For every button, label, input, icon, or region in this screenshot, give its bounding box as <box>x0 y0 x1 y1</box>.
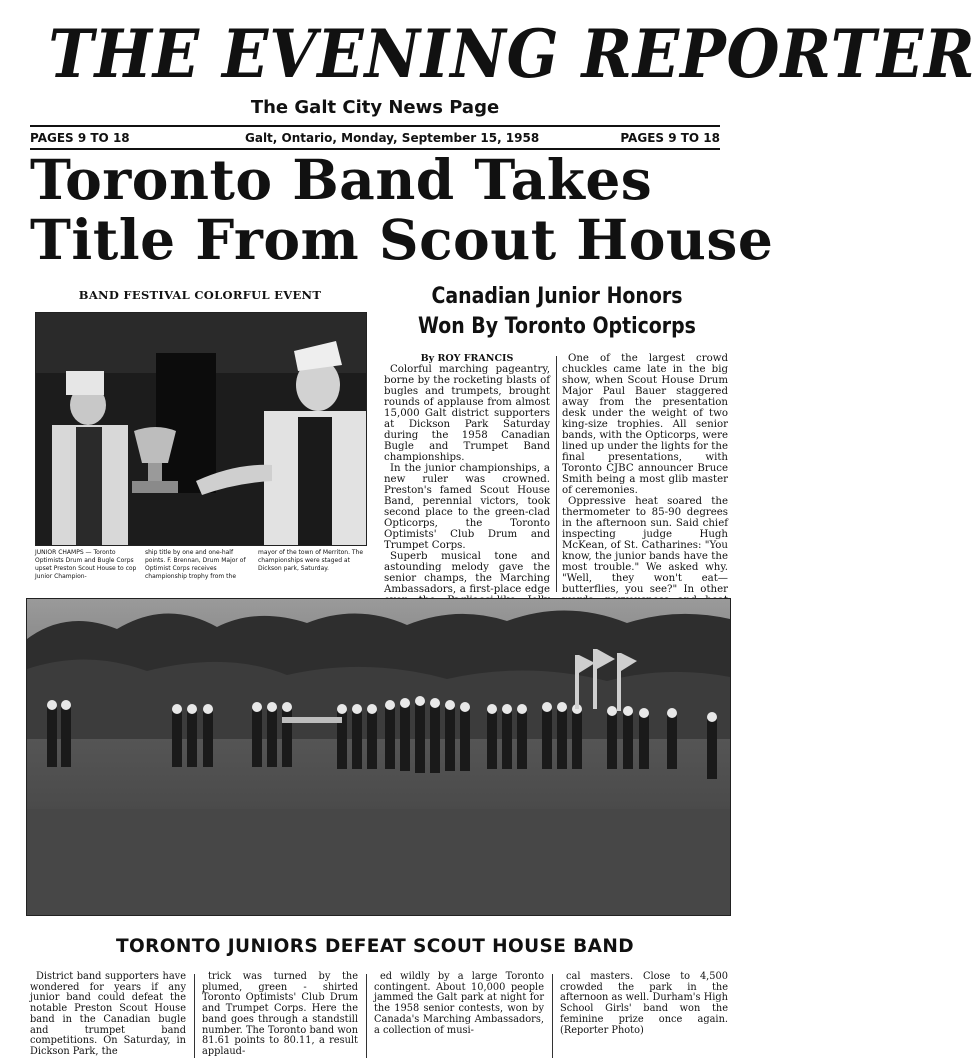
main-headline <box>30 147 774 272</box>
trophy-photo-illustration <box>36 313 366 545</box>
story-column-2 <box>562 353 728 593</box>
story-paragraph: Colorful marching pageantry, borne by the rocketing blasts of bugles and trumpets, brought rounds of applause from almost 15,000 Galt district supporters at Dickson Park Saturday during the 1958 Canadian Bugle and Trumpet Band championships. <box>384 364 550 463</box>
bottom-column-3 <box>374 972 544 1058</box>
masthead-title: THE EVENING REPORTER <box>48 15 975 93</box>
column-divider <box>552 974 553 1058</box>
band-photo-illustration <box>27 599 730 915</box>
bottom-banner: TORONTO JUNIORS DEFEAT SCOUT HOUSE BAND <box>115 936 634 957</box>
bottom-column-1 <box>30 972 186 1058</box>
caption-col-1: JUNIOR CHAMPS — Toronto Optimists Drum and Bugle Corps upset Preston Scout House to cop Junior Champion- <box>35 549 137 580</box>
masthead-subtitle: The Galt City News Page <box>250 97 500 118</box>
story-paragraph: Superb musical tone and astounding melody gave the senior champs, the Marching Ambassadors, a first-place edge <box>384 551 550 595</box>
subheadline-line-1: Canadian Junior Honors <box>431 284 683 309</box>
bottom-column-2 <box>202 972 358 1058</box>
dateline <box>30 128 720 148</box>
date-text: Galt, Ontario, Monday, September 15, 1958 <box>245 131 540 145</box>
pages-left: PAGES 9 TO 18 <box>30 131 130 145</box>
photo-kicker: BAND FESTIVAL COLORFUL EVENT <box>78 288 322 302</box>
story-paragraph: In the junior championships, a new ruler was crowned. Preston's famed Scout House Band, perennial victors, took second place to the green-clad Opticorps, the Toronto Optimists' Club Drum and Trumpet Corps. <box>384 463 550 551</box>
bottom-paragraph: District band supporters have wondered for years if any junior band could defeat the notable Preston Scout House band in the Canadian bugle and trumpet band competitions. On Saturday, in Dickson Park, the <box>30 971 186 1057</box>
subheadline-line-2: Won By Toronto Opticorps <box>418 314 696 339</box>
bottom-paragraph: ed wildly by a large Toronto contingent. About 10,000 people jammed the Galt park at night for the 1958 senior contests, won by Canada's Marching Ambassadors, a collection of musi- <box>374 971 544 1036</box>
top-rule <box>30 125 720 127</box>
bottom-paragraph: cal masters. Close to 4,500 crowded the park in the afternoon as well. Durham's High School Girls' band won the feminine prize once again. (Reporter Photo) <box>560 971 728 1036</box>
column-divider <box>366 974 367 1058</box>
headline-line-2: Title From Scout House <box>30 207 774 272</box>
story-column-1 <box>384 353 550 593</box>
story-paragraph: One of the largest crowd chuckles came late in the big show, when Scout House Drum Major Paul Bauer staggered away from the presentation desk under the weight of two king-size trophies. All senior bands, with the Opticorps, were lined up under the lights for the final presentations, with Toronto CJBC announcer Bruce Smith being a most glib master of ceremonies. <box>562 353 728 496</box>
caption-col-3: mayor of the town of Merriton. The championships were staged at Dickson park, Saturday. <box>258 549 364 572</box>
trophy-photo <box>35 312 367 546</box>
caption-col-2: ship title by one and one-half points. F. Brennan, Drum Major of Optimist Corps receives championship trophy from the <box>145 549 246 580</box>
headline-line-1: Toronto Band Takes <box>30 147 653 212</box>
column-divider <box>194 974 195 1058</box>
band-photo <box>26 598 731 916</box>
story-subheadline <box>408 282 706 342</box>
column-divider <box>556 356 557 592</box>
pages-right: PAGES 9 TO 18 <box>620 131 720 145</box>
byline: By ROY FRANCIS <box>420 353 514 364</box>
story-paragraph: Oppressive heat soared the thermometer to 85-90 degrees in the afternoon sun. Said chief inspecting judge Hugh McKean, of St. Catharines: "You know, the junior bands have the most trouble." We asked why. "Well, they won't eat—butterflies, you see?" In other <box>562 496 728 595</box>
bottom-paragraph: trick was turned by the plumed, green - shirted Toronto Optimists' Club Drum and Trumpet Corps. Here the band goes through a standstill number. The Toronto band won 81.61 points to 80.11, a result applaud- <box>202 971 358 1057</box>
bottom-column-4 <box>560 972 728 1058</box>
